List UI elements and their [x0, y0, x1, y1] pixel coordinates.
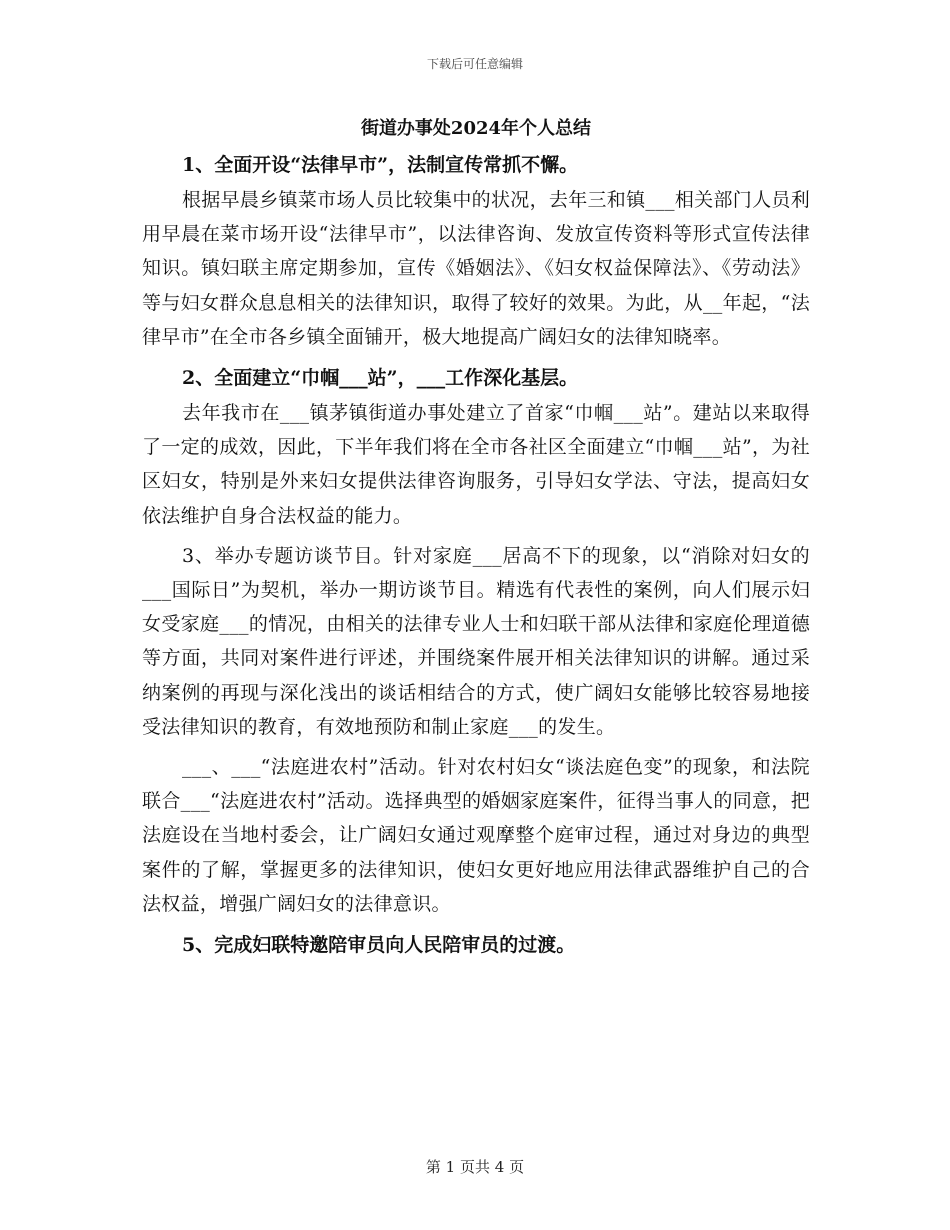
- page-header: 下载后可任意编辑: [426, 57, 523, 71]
- document-body: [142, 113, 810, 963]
- section-heading-5: 5、完成妇联特邀陪审员向人民陪审员的过渡。: [182, 934, 576, 957]
- paragraph-2: 去年我市在___镇茅镇街道办事处建立了首家“巾帼___站”。建站以来取得了一定的成效，因此，下半年我们将在全市各社区全面建立“巾帼___站”，为社区妇女，特别是外来妇女提供法律咨询服务，引导妇女学法、守法，提高妇女依法维护自身合法权益的能力。: [142, 402, 810, 527]
- paragraph-1: 根据早晨乡镇菜市场人员比较集中的状况，去年三和镇___相关部门人员利用早晨在菜市场开设“法律早市”，以法律咨询、发放宣传资料等形式宣传法律知识。镇妇联主席定期参加，宣传《婚姻法》、《妇女权益保障法》、《劳动法》等与妇女群众息息相关的法律知识，取得了较好的效果。为此，从__年起，“法律早市”在全市各乡镇全面铺开，极大地提高广阔妇女的法律知晓率。: [142, 189, 810, 348]
- document-title: 街道办事处2024年个人总结: [360, 118, 592, 139]
- paragraph-3: 3、举办专题访谈节目。针对家庭___居高不下的现象，以“消除对妇女的___国际日”为契机，举办一期访谈节目。精选有代表性的案例，向人们展示妇女受家庭___的情况，由相关的法律专业人士和妇联干部从法律和家庭伦理道德等方面，共同对案件进行评述，并围绕案件展开相关法律知识的讲解。通过采纳案例的再现与深化浅出的谈话相结合的方式，使广阔妇女能够比较容易地接受法律知识的教育，有效地预防和制止家庭___的发生。: [142, 544, 810, 738]
- page-footer: 第 1 页共 4 页: [425, 1158, 525, 1176]
- section-heading-1: 1、全面开设“法律早市”，法制宣传常抓不懈。: [182, 154, 579, 176]
- paragraph-4: ___、___“法庭进农村”活动。针对农村妇女“谈法庭色变”的现象，和法院联合___“法庭进农村”活动。选择典型的婚姻家庭案件，征得当事人的同意，把法庭设在当地村委会，让广阔妇女通过观摩整个庭审过程，通过对身边的典型案件的了解，掌握更多的法律知识，使妇女更好地应用法律武器维护自己的合法权益，增强广阔妇女的法律意识。: [142, 756, 810, 915]
- section-heading-2: 2、全面建立“巾帼___站”，___工作深化基层。: [182, 367, 579, 390]
